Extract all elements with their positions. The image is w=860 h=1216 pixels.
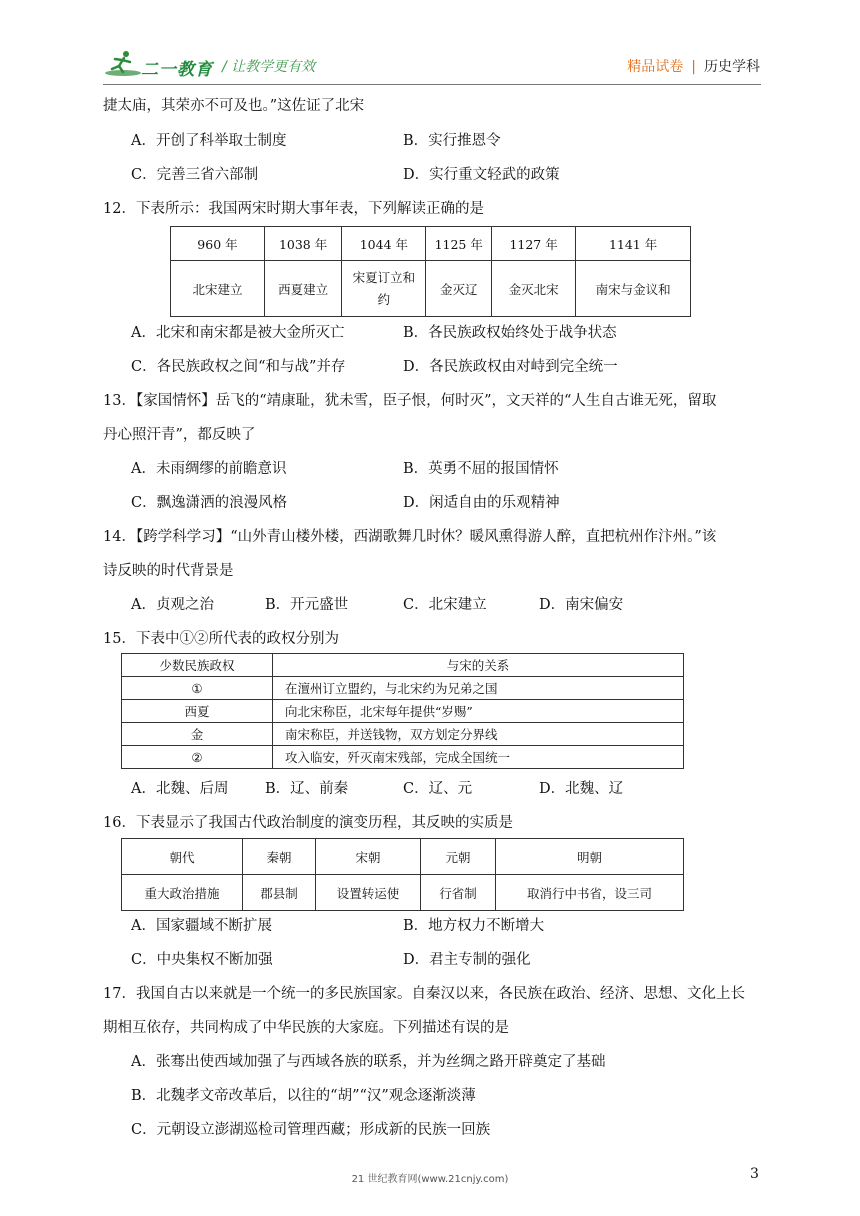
q12-timeline-table [170,226,691,317]
table-cell: 金灭辽 [426,261,492,317]
table-cell: 行省制 [421,875,496,911]
q13-option-c: C．飘逸潇洒的浪漫风格 [131,495,288,511]
q11-option-a: A．开创了科举取士制度 [131,133,287,149]
q13-stem-line2: 丹心照汗青”，都反映了 [103,427,256,443]
table-header-cell: 少数民族政权 [122,654,273,677]
q12-option-d: D．各民族政权由对峙到完全统一 [403,359,618,375]
table-cell: 重大政治措施 [122,875,243,911]
logo-text: 二一教育 [141,60,213,80]
table-cell: 西夏建立 [264,261,341,317]
q16-option-b: B．地方权力不断增大 [403,918,545,934]
header-divider [103,84,761,85]
q17-stem-line1: 17．我国自古以来就是一个统一的多民族国家。自秦汉以来，各民族在政治、经济、思想、文化上长 [103,986,745,1002]
q12-option-b: B．各民族政权始终处于战争状态 [403,325,617,341]
q17-option-c: C．元朝设立澎湖巡检司管理西藏；形成新的民族一回族 [131,1122,491,1138]
table-cell: 1127 年 [491,227,575,261]
runner-logo-icon [103,49,143,79]
table-cell: 金灭北宋 [491,261,575,317]
q14-option-c: C．北宋建立 [403,597,487,613]
q14-stem-line2: 诗反映的时代背景是 [103,563,234,579]
table-header-cell: 明朝 [496,839,684,875]
q13-option-b: B．英勇不屈的报国情怀 [403,461,559,477]
q16-stem: 16．下表显示了我国古代政治制度的演变历程，其反映的实质是 [103,815,513,831]
q15-option-a: A．北魏、后周 [131,781,229,797]
table-cell: 取消行中书省，设三司 [496,875,684,911]
q15-option-d: D．北魏、辽 [539,781,624,797]
q15-option-b: B．辽、前秦 [265,781,349,797]
q14-stem-line1: 14．【跨学科学习】“山外青山楼外楼，西湖歌舞几时休？暖风熏得游人醉，直把杭州作汴州。”该 [103,529,717,545]
q13-option-a: A．未雨绸缪的前瞻意识 [131,461,287,477]
table-cell: 1141 年 [576,227,691,261]
table-cell: 宋夏订立和约 [342,261,426,317]
q14-option-d: D．南宋偏安 [539,597,624,613]
q11-option-c: C．完善三省六部制 [131,167,259,183]
q15-option-c: C．辽、元 [403,781,473,797]
table-cell: 960 年 [171,227,265,261]
table-cell: 向北宋称臣，北宋每年提供“岁赐” [273,700,684,723]
q11-option-d: D．实行重文轻武的政策 [403,167,560,183]
table-header-cell: 秦朝 [243,839,316,875]
q17-stem-line2: 期相互依存，共同构成了中华民族的大家庭。下列描述有误的是 [103,1020,509,1036]
q12-stem: 12．下表所示：我国两宋时期大事年表，下列解读正确的是 [103,201,484,217]
q13-stem-line1: 13．【家国情怀】岳飞的“靖康耻，犹未雪，臣子恨，何时灭”，文天祥的“人生自古谁无死，留取 [103,393,717,409]
q14-option-a: A．贞观之治 [131,597,214,613]
tag-subject: 历史学科 [704,59,760,75]
table-cell: 南宋与金议和 [576,261,691,317]
q16-option-a: A．国家疆域不断扩展 [131,918,272,934]
q15-relations-table [121,653,684,769]
table-cell: ② [122,746,273,769]
table-cell: 西夏 [122,700,273,723]
table-cell: 金 [122,723,273,746]
q11-option-b: B．实行推恩令 [403,133,501,149]
q17-option-a: A．张骞出使西域加强了与西域各族的联系，并为丝绸之路开辟奠定了基础 [131,1054,606,1070]
tag-premium: 精品试卷 [627,59,684,75]
table-header-cell: 朝代 [122,839,243,875]
logo [103,49,213,79]
q16-policy-table [121,838,684,911]
header-separator: | [691,59,696,75]
slogan: / 让教学更有效 [222,59,316,75]
table-cell: 郡县制 [243,875,316,911]
q11-stem-continued: 捷太庙，其荣亦不可及也。”这佐证了北宋 [103,98,365,114]
footer-site: 21 世纪教育网(www.21cnjy.com) [351,1174,509,1185]
page-number: 3 [750,1166,759,1182]
table-cell: 攻入临安，歼灭南宋残部，完成全国统一 [273,746,684,769]
table-cell: ① [122,677,273,700]
q14-option-b: B．开元盛世 [265,597,349,613]
table-cell: 1125 年 [426,227,492,261]
table-header-cell: 与宋的关系 [273,654,684,677]
header-tags [627,56,760,76]
table-header-cell: 元朝 [421,839,496,875]
q15-stem: 15．下表中①②所代表的政权分别为 [103,631,339,647]
table-cell: 在澶州订立盟约，与北宋约为兄弟之国 [273,677,684,700]
table-cell: 1038 年 [264,227,341,261]
q16-option-c: C．中央集权不断加强 [131,952,273,968]
table-cell: 1044 年 [342,227,426,261]
table-cell: 北宋建立 [171,261,265,317]
table-header-cell: 宋朝 [316,839,421,875]
q12-option-a: A．北宋和南宋都是被大金所灭亡 [131,325,345,341]
q17-option-b: B．北魏孝文帝改革后，以往的“胡”“汉”观念逐渐淡薄 [131,1088,476,1104]
q12-option-c: C．各民族政权之间“和与战”并存 [131,359,346,375]
table-cell: 南宋称臣，并送钱物，双方划定分界线 [273,723,684,746]
q13-option-d: D．闲适自由的乐观精神 [403,495,560,511]
q16-option-d: D．君主专制的强化 [403,952,531,968]
page-header [0,0,860,92]
table-cell: 设置转运使 [316,875,421,911]
